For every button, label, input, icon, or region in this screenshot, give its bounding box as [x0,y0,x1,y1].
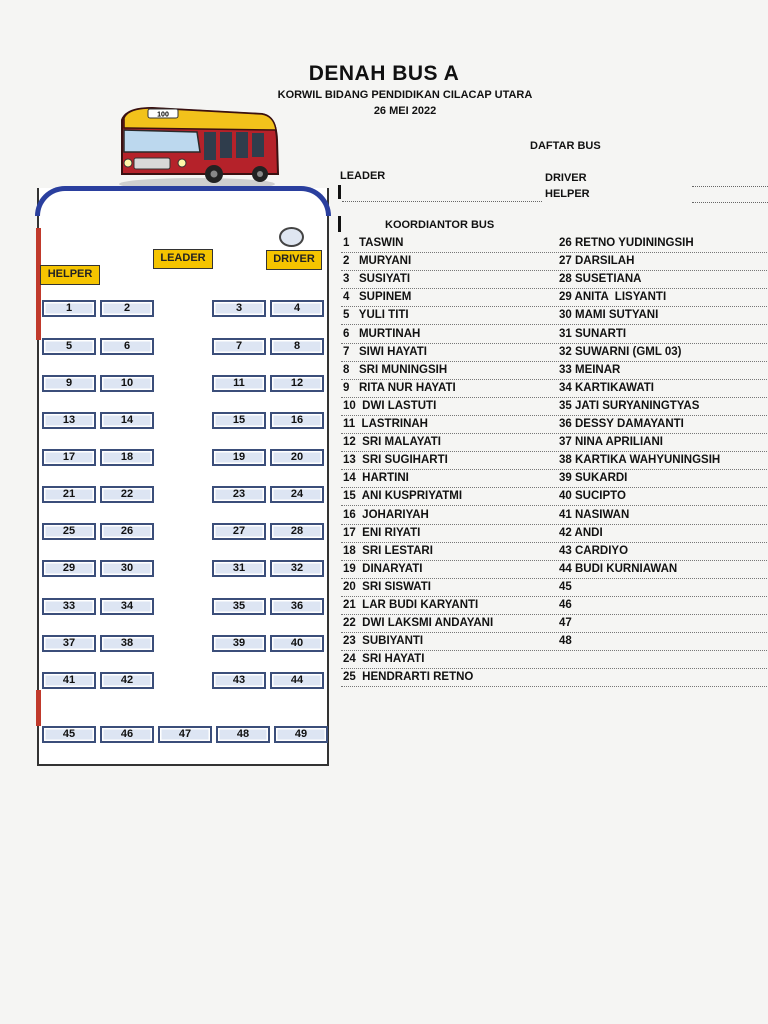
passenger-left: 8 SRI MUNINGSIH [343,363,448,376]
seat: 13 [42,412,96,429]
passenger-left: 4 SUPINEM [343,291,412,304]
list-item [341,270,768,289]
driver-tag: DRIVER [266,250,322,270]
seat: 7 [212,338,266,355]
list-item [341,469,768,488]
bus-side-strip-bottom [36,690,41,726]
seat: 41 [42,672,96,689]
passenger-right: 43 CARDIYO [559,544,629,557]
helper-line [692,202,768,203]
seat: 45 [42,726,96,743]
seat: 4 [270,300,324,317]
passenger-right: 30 MAMI SUTYANI [559,309,659,322]
passenger-left: 14 HARTINI [343,472,409,485]
steering-wheel-icon [279,227,304,247]
seat: 27 [212,523,266,540]
list-item [341,397,768,416]
seat: 18 [100,449,154,466]
list-item [341,451,768,470]
seat: 36 [270,598,324,615]
seat: 14 [100,412,154,429]
passenger-left: 5 YULI TITI [343,309,409,322]
seat: 31 [212,560,266,577]
passenger-left: 20 SRI SISWATI [343,580,431,593]
leader-label: LEADER [340,170,386,182]
seat: 12 [270,375,324,392]
passenger-left: 10 DWI LASTUTI [343,399,437,412]
driver-line [692,186,768,187]
leader-tag: LEADER [153,249,213,269]
page-title: DENAH BUS A [308,62,460,85]
list-item [341,578,768,597]
list-item [341,668,768,687]
passenger-right: 28 SUSETIANA [559,273,642,286]
passenger-right: 40 SUCIPTO [559,490,626,503]
list-item [341,524,768,543]
leader-line [342,201,542,202]
seat: 1 [42,300,96,317]
list-item [341,542,768,561]
list-item [341,632,768,651]
route-number: 100 [157,111,169,119]
seat: 16 [270,412,324,429]
seat: 35 [212,598,266,615]
seat: 37 [42,635,96,652]
seat: 43 [212,672,266,689]
seat: 21 [42,486,96,503]
seat: 32 [270,560,324,577]
seat: 2 [100,300,154,317]
seat: 38 [100,635,154,652]
list-item [341,252,768,271]
passenger-left: 3 SUSIYATI [343,273,411,286]
seat: 22 [100,486,154,503]
list-item [341,306,768,325]
passenger-right: 47 [559,617,572,630]
passenger-right: 42 ANDI [559,526,603,539]
list-item [341,506,768,525]
passenger-right: 27 DARSILAH [559,255,635,268]
seat: 10 [100,375,154,392]
passenger-right: 44 BUDI KURNIAWAN [559,562,678,575]
list-item [341,343,768,362]
passenger-right: 35 JATI SURYANINGTYAS [559,399,700,412]
passenger-left: 12 SRI MALAYATI [343,436,441,449]
seat: 29 [42,560,96,577]
passenger-left: 21 LAR BUDI KARYANTI [343,599,479,611]
seat: 47 [158,726,212,743]
passenger-left: 16 JOHARIYAH [343,508,429,521]
list-item [341,288,768,307]
seat: 6 [100,338,154,355]
list-item [341,234,768,253]
seat: 8 [270,338,324,355]
seat: 26 [100,523,154,540]
passenger-left: 7 SIWI HAYATI [343,345,427,358]
seat: 34 [100,598,154,615]
passenger-left: 22 DWI LAKSMI ANDAYANI [343,617,494,630]
bus-front-roof [35,186,331,216]
seat: 15 [212,412,266,429]
list-item [341,560,768,579]
list-item [341,415,768,434]
list-item [341,596,768,615]
passenger-right: 38 KARTIKA WAHYUNINGSIH [559,454,721,467]
seat: 9 [42,375,96,392]
seat: 42 [100,672,154,689]
passenger-right: 34 KARTIKAWATI [559,381,654,394]
bus-icon [112,100,282,192]
passenger-right: 36 DESSY DAMAYANTI [559,418,684,430]
passenger-left: 24 SRI HAYATI [343,653,425,666]
passenger-left: 15 ANI KUSPRIYATMI [343,490,463,503]
seat: 44 [270,672,324,689]
passenger-left: 13 SRI SUGIHARTI [343,454,448,467]
page-date: 26 MEI 2022 [373,105,437,117]
passenger-right: 41 NASIWAN [559,508,630,521]
page-subtitle: KORWIL BIDANG PENDIDIKAN CILACAP UTARA [277,89,533,101]
seat: 39 [212,635,266,652]
passenger-right: 45 [559,580,572,593]
passenger-left: 18 SRI LESTARI [343,544,433,557]
seat: 5 [42,338,96,355]
passenger-right: 37 NINA APRILIANI [559,436,663,449]
seat: 30 [100,560,154,577]
koordinator-label: KOORDIANTOR BUS [385,219,495,231]
passenger-right: 32 SUWARNI (GML 03) [559,345,682,358]
koordinator-marker [338,216,341,232]
passenger-left: 17 ENI RIYATI [343,526,421,539]
passenger-right: 26 RETNO YUDININGSIH [559,237,694,249]
list-item [341,487,768,506]
daftar-bus-label: DAFTAR BUS [530,140,601,152]
list-item [341,361,768,380]
seat: 11 [212,375,266,392]
passenger-left: 9 RITA NUR HAYATI [343,381,456,394]
passenger-right: 48 [559,635,572,648]
seat: 25 [42,523,96,540]
list-item [341,325,768,344]
seat: 20 [270,449,324,466]
passenger-left: 19 DINARYATI [343,562,423,575]
helper-tag: HELPER [40,265,100,285]
seat: 17 [42,449,96,466]
passenger-left: 1 TASWIN [343,237,404,249]
driver-label: DRIVER [545,172,587,184]
seat: 33 [42,598,96,615]
passenger-left: 6 MURTINAH [343,327,421,340]
passenger-right: 33 MEINAR [559,363,621,376]
seat: 46 [100,726,154,743]
list-item [341,614,768,633]
passenger-right: 29 ANITA LISYANTI [559,291,667,304]
list-item [341,650,768,669]
passenger-left: 25 HENDRARTI RETNO [343,671,474,684]
seat: 24 [270,486,324,503]
passenger-right: 46 [559,599,572,611]
passenger-left: 2 MURYANI [343,255,412,268]
seat: 23 [212,486,266,503]
list-item [341,433,768,452]
seat: 40 [270,635,324,652]
seat: 48 [216,726,270,743]
passenger-left: 11 LASTRINAH [343,418,428,430]
seat: 49 [274,726,328,743]
seat: 19 [212,449,266,466]
helper-label: HELPER [545,188,590,200]
list-item [341,379,768,398]
passenger-right: 31 SUNARTI [559,327,627,340]
passenger-right: 39 SUKARDI [559,472,628,485]
seat: 3 [212,300,266,317]
passenger-left: 23 SUBIYANTI [343,635,424,648]
seat: 28 [270,523,324,540]
leader-marker [338,185,341,199]
